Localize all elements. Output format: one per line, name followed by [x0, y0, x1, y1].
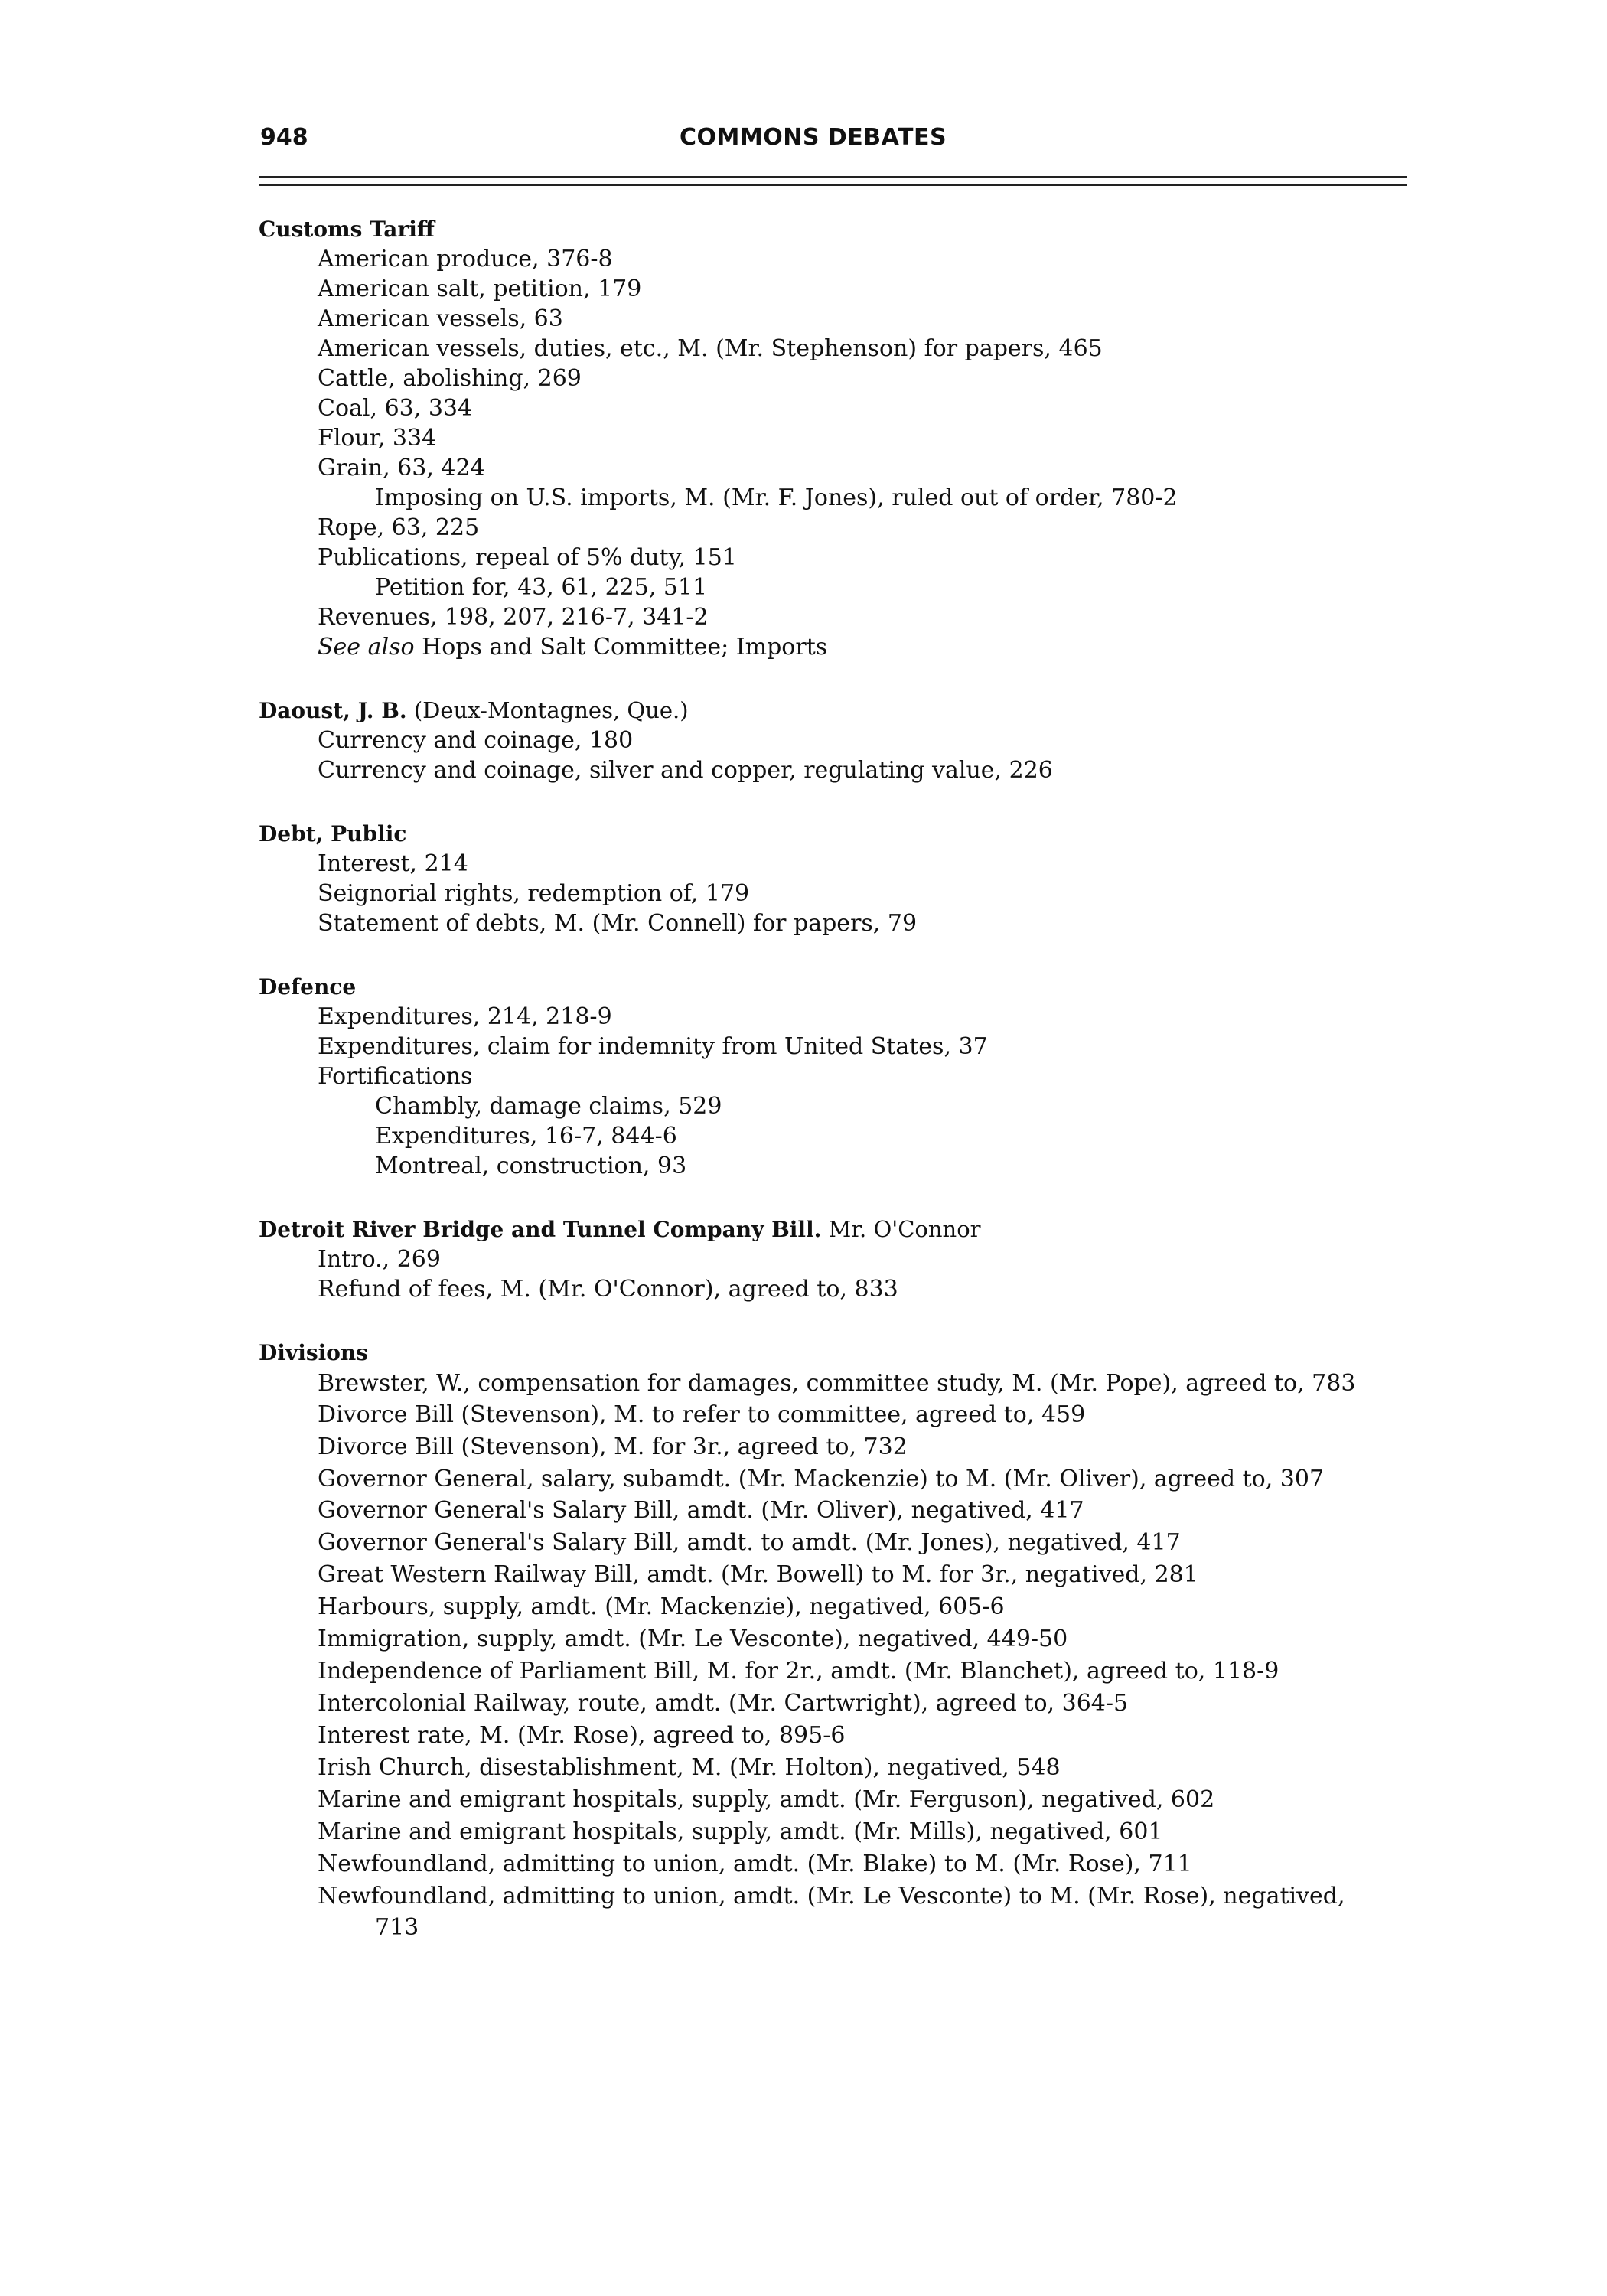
- index-entry: [259, 453, 1422, 483]
- entry-text: Expenditures, 16-7, 844-6: [375, 1123, 677, 1150]
- entry-text: Currency and coinage, silver and copper, regulating value, 226: [318, 757, 1053, 784]
- entry-text: Rope, 63, 225: [318, 514, 480, 541]
- index-entry: [259, 543, 1422, 572]
- index-entry: [259, 334, 1422, 364]
- entry-text: American produce, 376-8: [318, 246, 613, 272]
- section-heading-title: Divisions: [259, 1340, 369, 1365]
- entry-text: Interest, 214: [318, 850, 468, 877]
- index-section: [259, 214, 1422, 662]
- entry-text: Publications, repeal of 5% duty, 151: [318, 544, 737, 571]
- index-entry: [259, 513, 1422, 543]
- index-section: [259, 972, 1422, 1181]
- entry-text: Revenues, 198, 207, 216-7, 341-2: [318, 604, 709, 631]
- index-entry: [259, 908, 1422, 938]
- entry-text: Currency and coinage, 180: [318, 727, 634, 754]
- entry-text: Newfoundland, admitting to union, amdt. (Mr. Le Vesconte) to M. (Mr. Rose), negatived, 713: [318, 1883, 1345, 1941]
- index-entry: [259, 1244, 1422, 1274]
- index-entry: [259, 1431, 1422, 1463]
- index-entry: [259, 632, 1422, 662]
- index-entry: [259, 849, 1422, 879]
- section-heading-title: Defence: [259, 974, 357, 1000]
- index-entry: [259, 1752, 1422, 1784]
- index-entry: [259, 1495, 1422, 1527]
- index-entry: [259, 1559, 1422, 1591]
- page-number: 948: [260, 124, 308, 151]
- index-entry: [259, 879, 1422, 908]
- index-entry: [259, 1880, 1393, 1943]
- entry-text: Marine and emigrant hospitals, supply, amdt. (Mr. Mills), negatived, 601: [318, 1818, 1163, 1845]
- entry-text: Governor General's Salary Bill, amdt. (Mr. Oliver), negatived, 417: [318, 1497, 1084, 1524]
- entry-text: American vessels, 63: [318, 305, 563, 332]
- index-entry: [259, 1623, 1422, 1655]
- entry-text: Expenditures, 214, 218-9: [318, 1003, 612, 1030]
- index-entry: [259, 1002, 1422, 1032]
- index-section: [259, 1338, 1422, 1943]
- entry-text: Hops and Salt Committee; Imports: [422, 634, 828, 660]
- entry-text: Intercolonial Railway, route, amdt. (Mr. Cartwright), agreed to, 364-5: [318, 1690, 1129, 1717]
- index-section: [259, 1215, 1422, 1304]
- entry-text: Immigration, supply, amdt. (Mr. Le Vesconte), negatived, 449-50: [318, 1626, 1068, 1652]
- entry-text: Chambly, damage claims, 529: [375, 1093, 722, 1120]
- section-heading-title: Debt, Public: [259, 821, 407, 846]
- index-entry: [259, 1816, 1422, 1848]
- section-heading-detail: (Deux-Montagnes, Que.): [413, 697, 689, 723]
- section-heading-title: Detroit River Bridge and Tunnel Company Bill.: [259, 1217, 822, 1242]
- index-entry: [259, 1848, 1422, 1880]
- entry-text: American vessels, duties, etc., M. (Mr. Stephenson) for papers, 465: [318, 335, 1103, 362]
- index-entry: [259, 1032, 1422, 1062]
- entry-text: Interest rate, M. (Mr. Rose), agreed to, 895-6: [318, 1722, 846, 1749]
- index-entry: [259, 726, 1422, 755]
- index-entry: [259, 1527, 1422, 1559]
- entry-text: Irish Church, disestablishment, M. (Mr. Holton), negatived, 548: [318, 1754, 1061, 1781]
- entry-text: Intro., 269: [318, 1246, 441, 1273]
- index-subentry: [259, 1121, 1422, 1151]
- header-rule-bottom: [259, 184, 1407, 186]
- index-entry: [259, 1784, 1422, 1816]
- section-heading-title: Customs Tariff: [259, 217, 435, 242]
- entry-text: Statement of debts, M. (Mr. Connell) for papers, 79: [318, 910, 918, 937]
- index-entry: [259, 304, 1422, 334]
- index-entry: [259, 393, 1422, 423]
- index-entry: [259, 274, 1422, 304]
- index-subentry: [259, 1091, 1422, 1121]
- section-heading: [259, 696, 1422, 726]
- entry-text: Independence of Parliament Bill, M. for 2r., amdt. (Mr. Blanchet), agreed to, 118-9: [318, 1658, 1279, 1684]
- index-entry: [259, 1062, 1422, 1091]
- entry-text: Flour, 334: [318, 425, 437, 452]
- index-section: [259, 696, 1422, 785]
- entry-text: American salt, petition, 179: [318, 276, 642, 302]
- index-entry: [259, 1368, 1393, 1399]
- index-entry: [259, 1399, 1422, 1431]
- section-heading: [259, 1215, 1422, 1244]
- index-subentry: [259, 572, 1422, 602]
- section-heading: [259, 972, 1422, 1002]
- index-subentry: [259, 1151, 1422, 1181]
- entry-text: Harbours, supply, amdt. (Mr. Mackenzie), negatived, 605-6: [318, 1593, 1005, 1620]
- entry-text: Divorce Bill (Stevenson), M. to refer to committee, agreed to, 459: [318, 1401, 1086, 1428]
- entry-text: Brewster, W., compensation for damages, committee study, M. (Mr. Pope), agreed to, 783: [318, 1370, 1356, 1397]
- entry-text: Fortifications: [318, 1063, 473, 1090]
- index-entry: [259, 1591, 1422, 1623]
- index-entry: [259, 1720, 1422, 1752]
- header-rule-top: [259, 176, 1407, 178]
- section-heading-title: Daoust, J. B.: [259, 698, 407, 723]
- index-content: [259, 214, 1422, 1977]
- index-entry: [259, 423, 1422, 453]
- entry-text: Refund of fees, M. (Mr. O'Connor), agreed to, 833: [318, 1276, 898, 1303]
- running-title: COMMONS DEBATES: [680, 124, 947, 151]
- entry-text: Governor General's Salary Bill, amdt. to amdt. (Mr. Jones), negatived, 417: [318, 1529, 1181, 1556]
- entry-text: Divorce Bill (Stevenson), M. for 3r., agreed to, 732: [318, 1433, 908, 1460]
- index-entry: [259, 1274, 1422, 1304]
- entry-text: Grain, 63, 424: [318, 455, 485, 481]
- index-subentry: [259, 483, 1422, 513]
- entry-text: Governor General, salary, subamdt. (Mr. Mackenzie) to M. (Mr. Oliver), agreed to, 307: [318, 1466, 1325, 1492]
- index-entry: [259, 1463, 1393, 1495]
- entry-text: Petition for, 43, 61, 225, 511: [375, 574, 708, 601]
- see-also-prefix: See also: [318, 634, 415, 660]
- entry-text: Marine and emigrant hospitals, supply, amdt. (Mr. Ferguson), negatived, 602: [318, 1786, 1215, 1813]
- section-heading: [259, 214, 1422, 244]
- index-entry: [259, 364, 1422, 393]
- index-entry: [259, 1655, 1422, 1688]
- section-heading: [259, 1338, 1422, 1368]
- entry-text: Imposing on U.S. imports, M. (Mr. F. Jones), ruled out of order, 780-2: [375, 484, 1178, 511]
- index-entry: [259, 244, 1422, 274]
- index-entry: [259, 602, 1422, 632]
- entry-text: Coal, 63, 334: [318, 395, 473, 422]
- entry-text: Great Western Railway Bill, amdt. (Mr. Bowell) to M. for 3r., negatived, 281: [318, 1561, 1198, 1588]
- index-entry: [259, 1688, 1422, 1720]
- section-heading-detail: Mr. O'Connor: [828, 1216, 981, 1242]
- entry-text: Cattle, abolishing, 269: [318, 365, 582, 392]
- entry-text: Newfoundland, admitting to union, amdt. (Mr. Blake) to M. (Mr. Rose), 711: [318, 1851, 1192, 1877]
- entry-text: Expenditures, claim for indemnity from United States, 37: [318, 1033, 988, 1060]
- section-heading: [259, 819, 1422, 849]
- index-entry: [259, 755, 1422, 785]
- index-section: [259, 819, 1422, 938]
- entry-text: Montreal, construction, 93: [375, 1153, 687, 1179]
- entry-text: Seignorial rights, redemption of, 179: [318, 880, 750, 907]
